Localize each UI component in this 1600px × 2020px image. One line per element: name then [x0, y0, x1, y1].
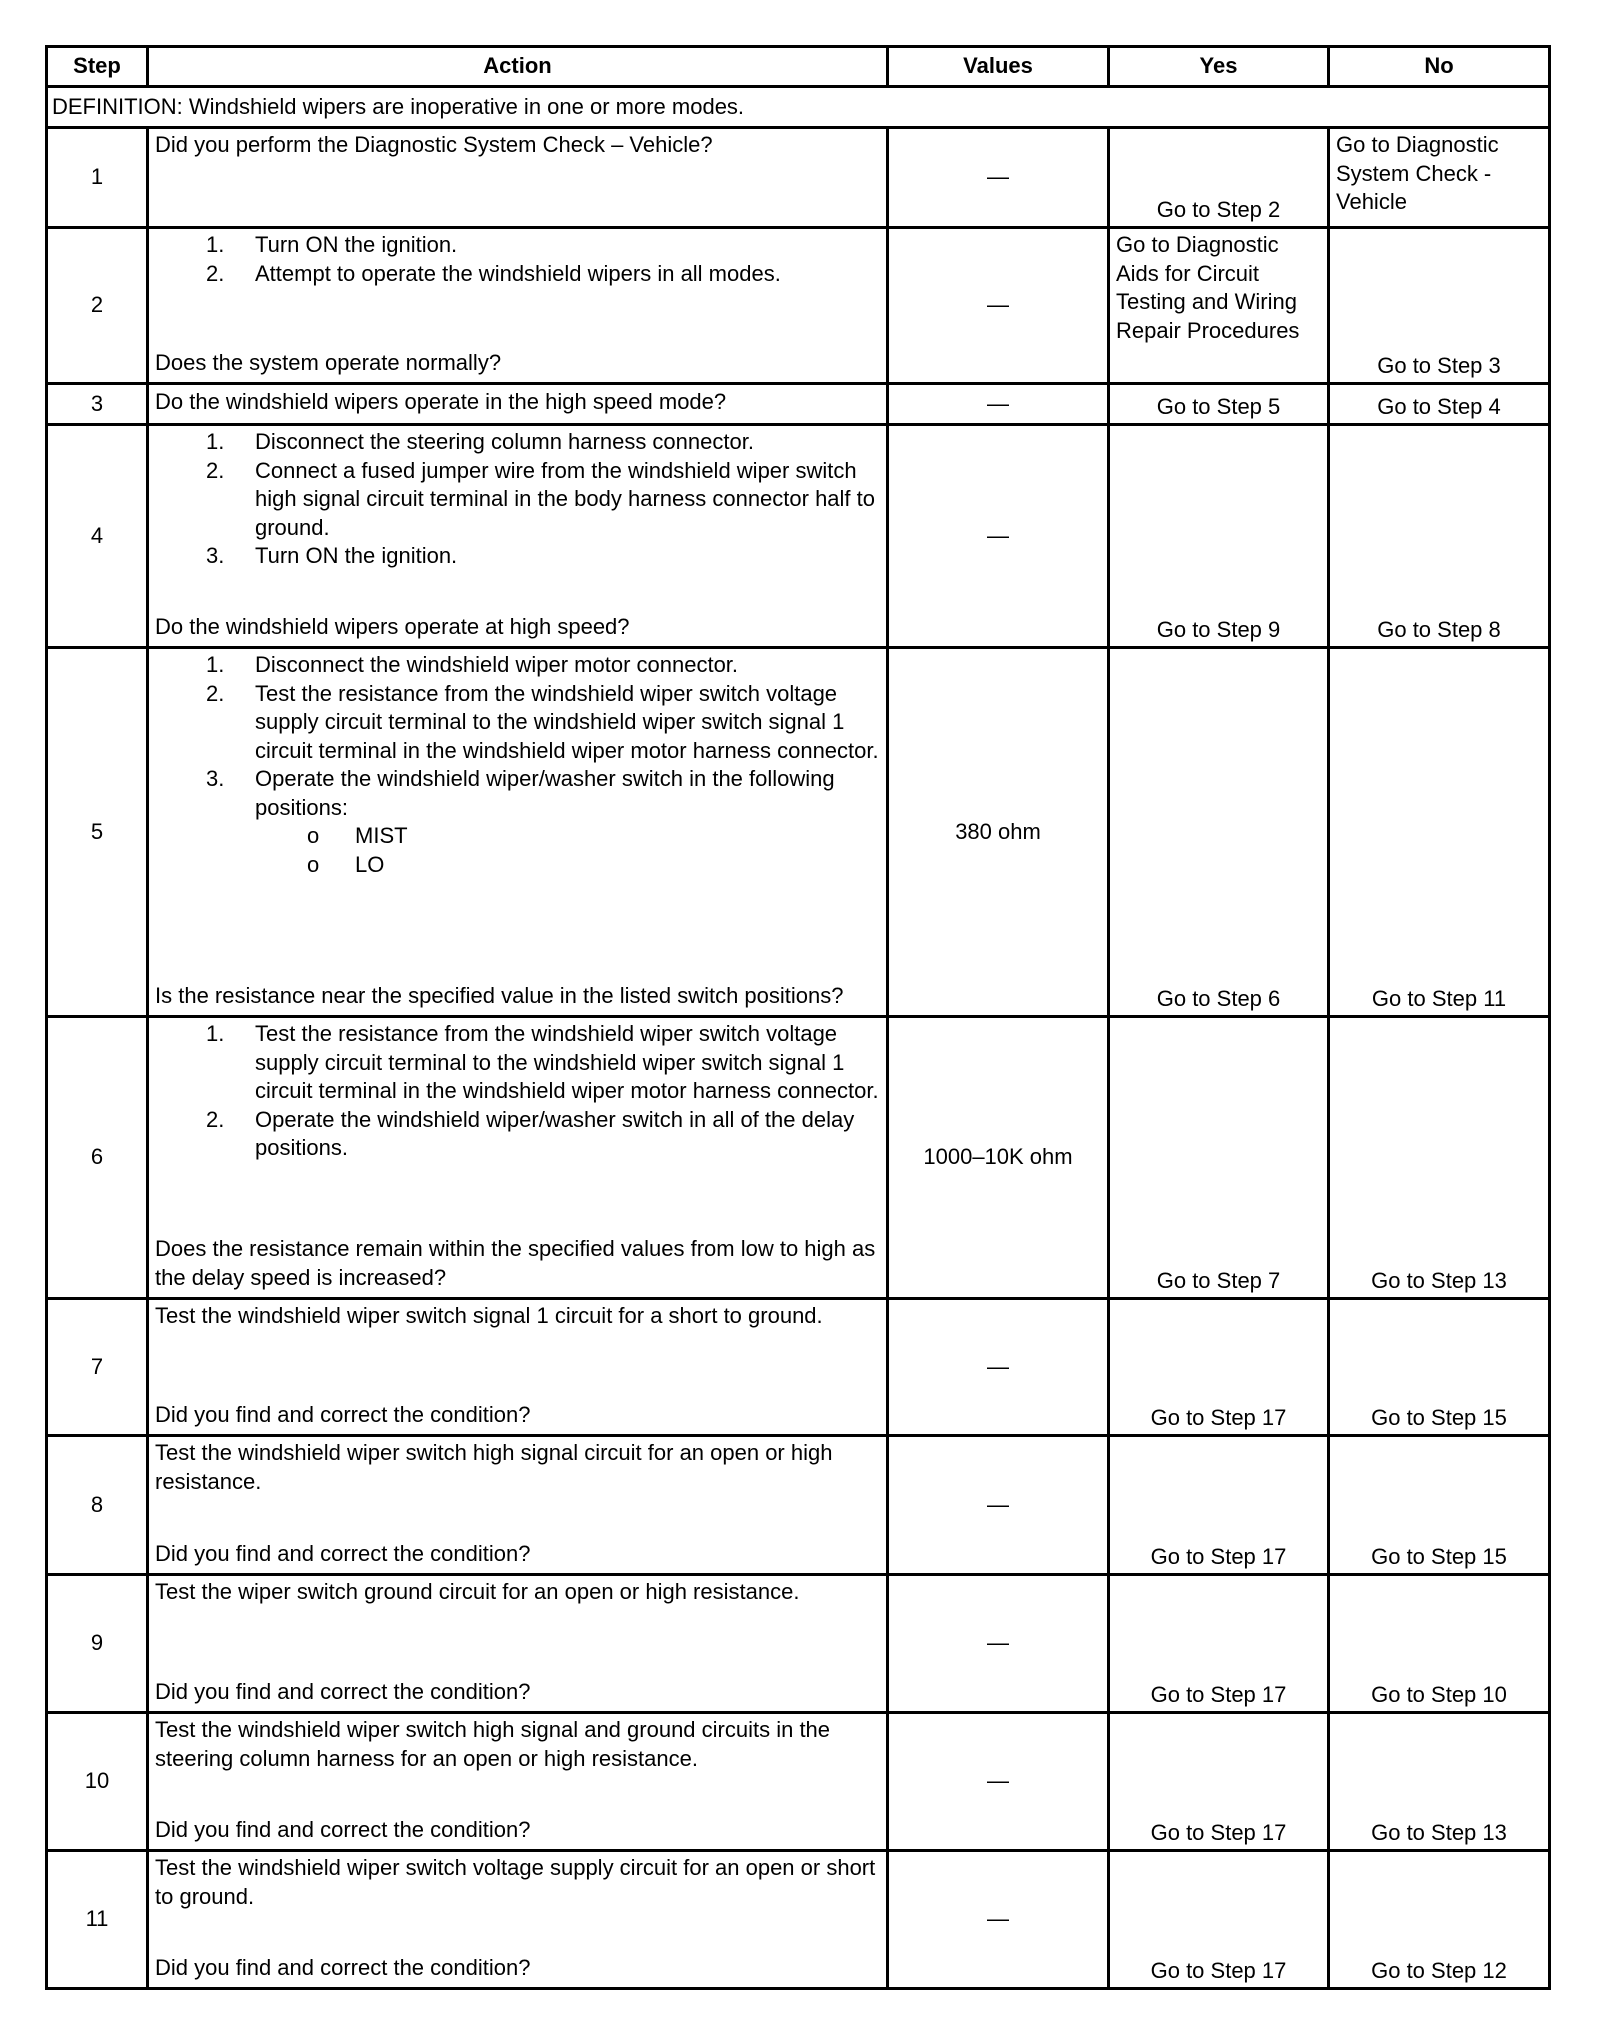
action-content	[155, 1578, 880, 1706]
header-row	[47, 47, 1550, 87]
no-cell: Go to Step 10	[1329, 1575, 1550, 1713]
item-text: Disconnect the windshield wiper motor connector.	[255, 652, 739, 677]
step-row	[47, 128, 1550, 228]
item-text: Disconnect the steering column harness connector.	[255, 429, 754, 454]
action-text: Do the windshield wipers operate in the high speed mode?	[155, 388, 727, 414]
action-cell	[148, 228, 888, 384]
instruction-item	[155, 260, 880, 289]
bullet-icon: o	[307, 851, 320, 877]
step-row	[47, 1851, 1550, 1989]
sub-item	[155, 822, 880, 851]
item-number: 1.	[206, 652, 225, 677]
item-text: Test the resistance from the windshield wiper switch voltage supply circuit terminal to the windshield wiper switch signal 1 circuit terminal in the windshield wiper motor harness connector.	[255, 1021, 879, 1103]
action-instructions	[155, 1716, 880, 1773]
action-text: Test the windshield wiper switch voltage supply circuit for an open or short to ground.	[155, 1855, 876, 1909]
action-instructions	[155, 1854, 880, 1911]
yes-cell: Go to Diagnostic Aids for Circuit Testing and Wiring Repair Procedures	[1109, 228, 1329, 384]
instruction-item	[155, 651, 880, 680]
yes-cell: Go to Step 17	[1109, 1299, 1329, 1436]
yes-cell: Go to Step 9	[1109, 425, 1329, 648]
no-cell: Go to Step 12	[1329, 1851, 1550, 1989]
action-content	[155, 231, 880, 377]
instruction-item	[155, 542, 880, 571]
value-cell: —	[888, 384, 1109, 425]
action-text: Test the wiper switch ground circuit for an open or high resistance.	[155, 1579, 800, 1604]
yes-cell: Go to Step 17	[1109, 1436, 1329, 1575]
action-question: Do the windshield wipers operate at high speed?	[155, 613, 630, 639]
action-instructions	[155, 1439, 880, 1496]
item-text: Operate the windshield wiper/washer switch in all of the delay positions.	[255, 1106, 855, 1160]
value-cell: 1000–10K ohm	[888, 1017, 1109, 1299]
step-row	[47, 1713, 1550, 1851]
action-content	[155, 1020, 880, 1292]
yes-cell: Go to Step 2	[1109, 128, 1329, 228]
action-cell	[148, 1017, 888, 1299]
no-cell: Go to Step 15	[1329, 1299, 1550, 1436]
step-number: 8	[47, 1436, 148, 1575]
yes-cell: Go to Step 17	[1109, 1851, 1329, 1989]
action-question: Did you find and correct the condition?	[155, 1954, 531, 1980]
action-text: Did you perform the Diagnostic System Check – Vehicle?	[155, 132, 713, 157]
step-number: 2	[47, 228, 148, 384]
action-question: Does the resistance remain within the specified values from low to high as the delay speed is increased?	[155, 1236, 876, 1290]
item-number: 1.	[206, 429, 225, 454]
step-row	[47, 648, 1550, 1017]
action-cell	[148, 1851, 888, 1989]
instruction-item	[155, 765, 880, 822]
yes-cell: Go to Step 5	[1109, 384, 1329, 425]
value-cell: —	[888, 228, 1109, 384]
step-number: 1	[47, 128, 148, 228]
item-number: 2.	[206, 260, 225, 286]
action-instructions	[155, 231, 880, 288]
action-instructions	[155, 1020, 880, 1163]
step-row	[47, 1575, 1550, 1713]
item-number: 1.	[206, 1021, 225, 1046]
item-text: Test the resistance from the windshield wiper switch voltage supply circuit terminal to the windshield wiper switch signal 1 circuit terminal in the windshield wiper motor harness connector.	[255, 680, 879, 763]
action-cell	[148, 648, 888, 1017]
item-text: Connect a fused jumper wire from the windshield wiper switch high signal circuit terminal in the body harness connector half to ground.	[255, 457, 876, 540]
value-cell: —	[888, 425, 1109, 648]
action-content	[155, 428, 880, 641]
action-cell	[148, 384, 888, 425]
item-number: 2.	[206, 457, 225, 483]
action-content	[155, 388, 880, 419]
action-instructions	[155, 651, 880, 879]
instruction-item	[155, 1020, 880, 1106]
step-number: 7	[47, 1299, 148, 1436]
action-question: Did you find and correct the condition?	[155, 1816, 531, 1842]
instruction-item	[155, 231, 880, 260]
action-question: Does the system operate normally?	[155, 349, 502, 375]
action-question: Did you find and correct the condition?	[155, 1540, 531, 1566]
sub-item-text: LO	[355, 851, 385, 877]
instruction-item	[155, 680, 880, 766]
no-cell: Go to Diagnostic System Check - Vehicle	[1329, 128, 1550, 228]
yes-cell: Go to Step 7	[1109, 1017, 1329, 1299]
no-cell: Go to Step 15	[1329, 1436, 1550, 1575]
action-question: Did you find and correct the condition?	[155, 1401, 531, 1427]
value-cell: —	[888, 1575, 1109, 1713]
yes-cell: Go to Step 17	[1109, 1713, 1329, 1851]
value-cell: —	[888, 128, 1109, 228]
no-cell: Go to Step 11	[1329, 648, 1550, 1017]
definition: DEFINITION: Windshield wipers are inoperative in one or more modes.	[47, 87, 1550, 128]
action-cell	[148, 1436, 888, 1575]
value-cell: —	[888, 1851, 1109, 1989]
header-action: Action	[148, 47, 888, 87]
header-yes: Yes	[1109, 47, 1329, 87]
no-cell: Go to Step 13	[1329, 1713, 1550, 1851]
action-content	[155, 1302, 880, 1429]
item-text: Attempt to operate the windshield wipers in all modes.	[255, 260, 781, 286]
action-question: Is the resistance near the specified value in the listed switch positions?	[155, 982, 844, 1008]
definition-row	[47, 87, 1550, 128]
action-question: Did you find and correct the condition?	[155, 1678, 531, 1704]
item-number: 2.	[206, 1106, 225, 1132]
step-row	[47, 228, 1550, 384]
sub-item-text: MIST	[355, 823, 408, 848]
action-instructions	[155, 1578, 880, 1607]
step-number: 3	[47, 384, 148, 425]
action-content	[155, 131, 880, 221]
item-number: 3.	[206, 766, 225, 791]
action-text: Test the windshield wiper switch high signal circuit for an open or high resistance.	[155, 1440, 833, 1494]
sub-item	[155, 851, 880, 880]
item-text: Turn ON the ignition.	[255, 543, 458, 568]
yes-cell: Go to Step 6	[1109, 648, 1329, 1017]
action-instructions	[155, 388, 880, 417]
instruction-item	[155, 428, 880, 457]
diagnostic-table	[45, 45, 1551, 1990]
step-number: 11	[47, 1851, 148, 1989]
step-row	[47, 384, 1550, 425]
step-number: 4	[47, 425, 148, 648]
step-number: 5	[47, 648, 148, 1017]
action-content	[155, 651, 880, 1010]
action-content	[155, 1854, 880, 1982]
step-number: 6	[47, 1017, 148, 1299]
action-cell	[148, 1299, 888, 1436]
instruction-item	[155, 1106, 880, 1163]
step-row	[47, 1299, 1550, 1436]
item-text: Turn ON the ignition.	[255, 232, 458, 257]
value-cell: —	[888, 1713, 1109, 1851]
value-cell: —	[888, 1436, 1109, 1575]
bullet-icon: o	[307, 823, 320, 848]
action-cell	[148, 1713, 888, 1851]
step-row	[47, 425, 1550, 648]
value-cell: 380 ohm	[888, 648, 1109, 1017]
no-cell: Go to Step 3	[1329, 228, 1550, 384]
step-number: 9	[47, 1575, 148, 1713]
action-instructions	[155, 1302, 880, 1331]
action-text: Test the windshield wiper switch signal 1 circuit for a short to ground.	[155, 1303, 823, 1328]
instruction-item	[155, 457, 880, 543]
action-instructions	[155, 428, 880, 571]
item-number: 3.	[206, 543, 225, 568]
step-row	[47, 1436, 1550, 1575]
action-cell	[148, 1575, 888, 1713]
item-number: 2.	[206, 680, 225, 706]
action-instructions	[155, 131, 880, 160]
value-cell: —	[888, 1299, 1109, 1436]
header-no: No	[1329, 47, 1550, 87]
header-step: Step	[47, 47, 148, 87]
no-cell: Go to Step 8	[1329, 425, 1550, 648]
item-number: 1.	[206, 232, 225, 257]
yes-cell: Go to Step 17	[1109, 1575, 1329, 1713]
header-values: Values	[888, 47, 1109, 87]
step-row	[47, 1017, 1550, 1299]
action-cell	[148, 128, 888, 228]
action-text: Test the windshield wiper switch high signal and ground circuits in the steering column harness for an open or high resistance.	[155, 1717, 831, 1771]
action-content	[155, 1716, 880, 1844]
step-number: 10	[47, 1713, 148, 1851]
no-cell: Go to Step 4	[1329, 384, 1550, 425]
action-content	[155, 1439, 880, 1568]
item-text: Operate the windshield wiper/washer switch in the following positions:	[255, 766, 835, 820]
action-cell	[148, 425, 888, 648]
no-cell: Go to Step 13	[1329, 1017, 1550, 1299]
